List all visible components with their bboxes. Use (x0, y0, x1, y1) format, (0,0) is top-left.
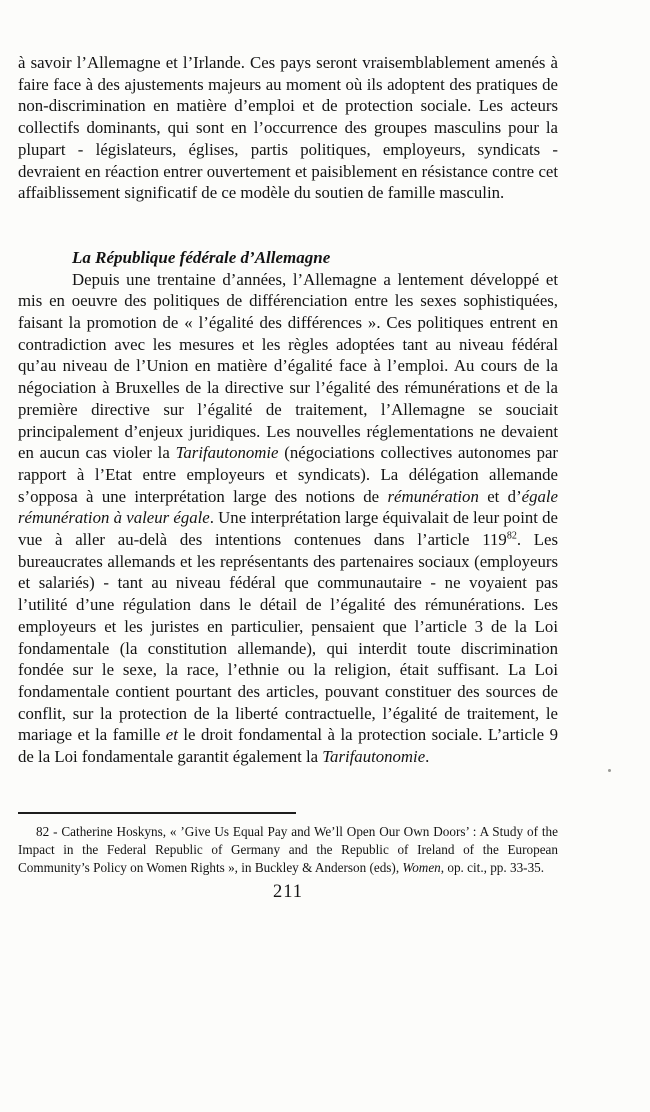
footnote-text-run: 82 - Catherine Hoskyns, « ’Give Us Equal Pay and We’ll Open Our Own Doors’ : A Study of the Impact in the Federal Republic of Germany and the Republic of Ireland of the European Community’s Policy on Women Rights », in Buckley & Anderson (eds), (18, 823, 558, 876)
paragraph-continuation: à savoir l’Allemagne et l’Irlande. Ces pays seront vraisemblablement amenés à faire face à des ajustements majeurs au moment où ils adoptent des pratiques de non-discrimination en matière d’emploi et de protection sociale. Les acteurs collectifs dominants, qui sont en l’occurrence des groupes masculins pour la plupart - législateurs, églises, partis politiques, employeurs, syndicats - devraient en réaction entrer ouvertement et paisiblement en résistance contre cet affaiblissement significatif de ce modèle du soutien de famille masculin. (18, 53, 558, 203)
italic-term: et (165, 725, 178, 745)
footnote-italic-term: Women (402, 860, 441, 876)
text-run: . Une interprétation large équivalait de leur point de vue à aller au-delà des intentions contenues dans l’article 119 (18, 508, 558, 550)
section-heading: La République fédérale d’Allemagne (72, 247, 331, 267)
scan-artifact-speck (608, 769, 611, 772)
text-run: le droit fondamental à la protection sociale. L’article 9 de la Loi fondamentale garantit également la (18, 725, 558, 767)
page-number: 211 (272, 881, 304, 902)
paragraph (18, 269, 558, 768)
footnote-divider (18, 812, 296, 814)
text-run: et d’ (478, 486, 522, 506)
footnote (18, 823, 558, 878)
text-run: Depuis une trentaine d’années, l’Allemagne a lentement développé et mis en oeuvre des politiques de différenciation entre les sexes sophistiquées, faisant la promotion de « l’égalité des différences ». Ces politiques entrent en contradiction avec les mesures et les règles adoptées tant au niveau fédéral qu’au niveau de l’Union en matière d’égalité face à l’emploi. Au cours de la négociation à Bruxelles de la directive sur l’égalité des rémunérations et de la première directive sur l’égalité de traitement, l’Allemagne se souciait principalement d’enjeux juridiques. Les nouvelles réglementations ne devaient en aucun cas violer la (18, 269, 558, 463)
italic-term: égale rémunération à valeur égale (18, 486, 558, 528)
italic-term: Tarifautonomie (322, 747, 426, 767)
text-run: (négociations collectives autonomes par rapport à l’Etat entre employeurs et syndicats). La délégation allemande s’opposa à une interprétation large des notions de (18, 443, 558, 506)
text-run: . Les bureaucrates allemands et les représentants des partenaires sociaux (employeurs et salariés) - tant au niveau fédéral que communautaire - ne voyaient pas l’utilité d’une régulation dans le détail de l’égalité des rémunérations. Les employeurs et les juristes en particulier, pensaient que l’article 3 de la Loi fondamentale (la constitution allemande), qui interdit toute discrimination fondée sur le sexe, la race, l’ethnie ou la religion, était suffisant. La Loi fondamentale contient pourtant des articles, pouvant constituer des sources de conflit, sur la protection de la liberté contractuelle, l’égalité de traitement, le mariage et la famille (18, 530, 558, 745)
italic-term: rémunération (387, 486, 479, 506)
text-run: . (425, 747, 430, 767)
footnote-reference-superscript: 82 (506, 530, 517, 542)
body-text-block (18, 52, 558, 768)
footnote-text-run: , op. cit., pp. 33-35. (440, 860, 545, 876)
italic-term: Tarifautonomie (175, 443, 279, 463)
